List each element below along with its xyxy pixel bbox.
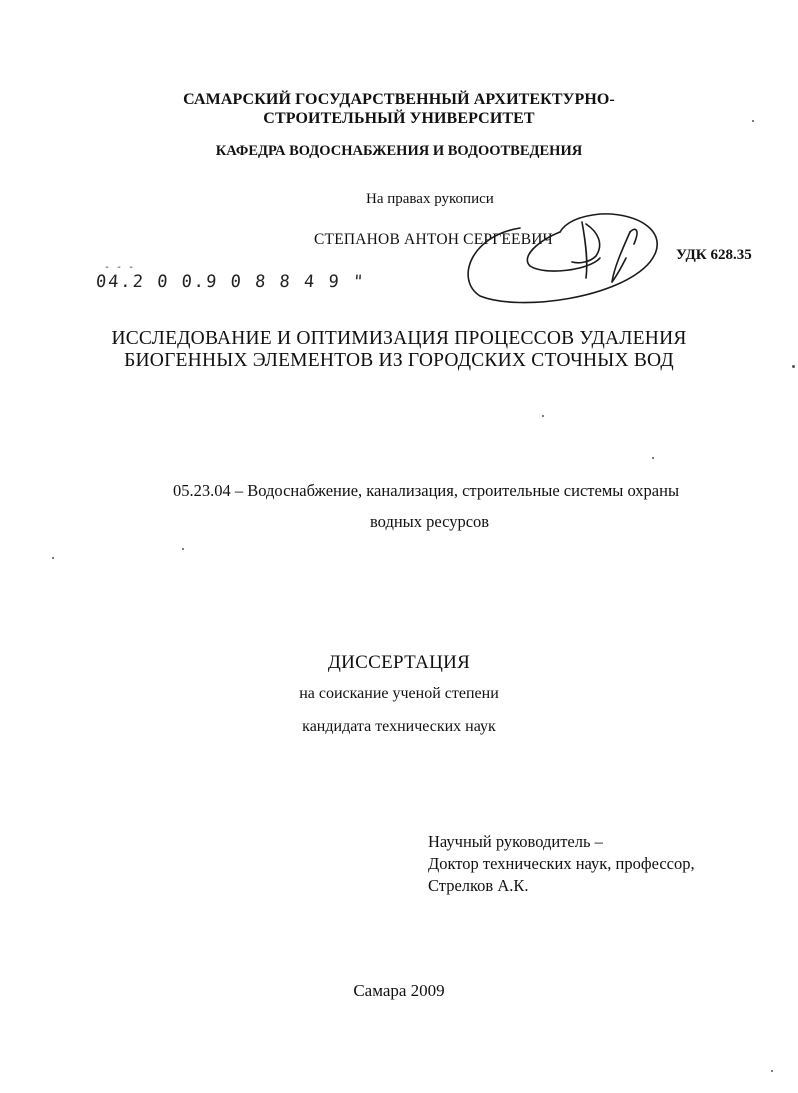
specialty-code-line2: водных ресурсов [370, 512, 490, 531]
scan-speck [52, 557, 54, 559]
author-name: СТЕПАНОВ АНТОН СЕРГЕЕВИЧ [314, 231, 553, 248]
supervisor-name: Стрелков А.К. [428, 876, 529, 895]
degree-line2: кандидата технических наук [302, 718, 496, 735]
stamp-dash: - - - [104, 262, 135, 273]
city-year: Самара 2009 [353, 981, 445, 1000]
scan-speck [771, 1070, 773, 1072]
supervisor-block [428, 831, 695, 897]
dissertation-heading: ДИССЕРТАЦИЯ [327, 652, 471, 673]
university-name-line2: СТРОИТЕЛЬНЫЙ УНИВЕРСИТЕТ [263, 110, 535, 127]
supervisor-label: Научный руководитель – [428, 832, 603, 851]
department-name: КАФЕДРА ВОДОСНАБЖЕНИЯ И ВОДООТВЕДЕНИЯ [215, 143, 583, 159]
supervisor-degree: Доктор технических наук, профессор, [428, 854, 695, 873]
scan-speck [752, 120, 754, 122]
registration-stamp-number: 04.2 0 0.9 0 8 8 4 9 " [95, 272, 366, 292]
scan-speck [792, 365, 795, 368]
dissertation-title-line2: БИОГЕННЫХ ЭЛЕМЕНТОВ ИЗ ГОРОДСКИХ СТОЧНЫХ ВОД [124, 350, 674, 371]
scan-speck [542, 415, 544, 417]
specialty-code-line1: 05.23.04 – Водоснабжение, канализация, строительные системы охраны [173, 481, 680, 500]
udk-code: УДК 628.35 [676, 247, 752, 263]
scan-speck [182, 548, 184, 550]
scan-speck [652, 457, 654, 459]
degree-line1: на соискание ученой степени [299, 685, 499, 702]
dissertation-title-line1: ИССЛЕДОВАНИЕ И ОПТИМИЗАЦИЯ ПРОЦЕССОВ УДАЛЕНИЯ [111, 328, 687, 349]
dissertation-title [0, 328, 798, 372]
university-name [0, 90, 798, 128]
manuscript-note: На правах рукописи [366, 191, 494, 207]
university-name-line1: САМАРСКИЙ ГОСУДАРСТВЕННЫЙ АРХИТЕКТУРНО- [183, 91, 615, 108]
